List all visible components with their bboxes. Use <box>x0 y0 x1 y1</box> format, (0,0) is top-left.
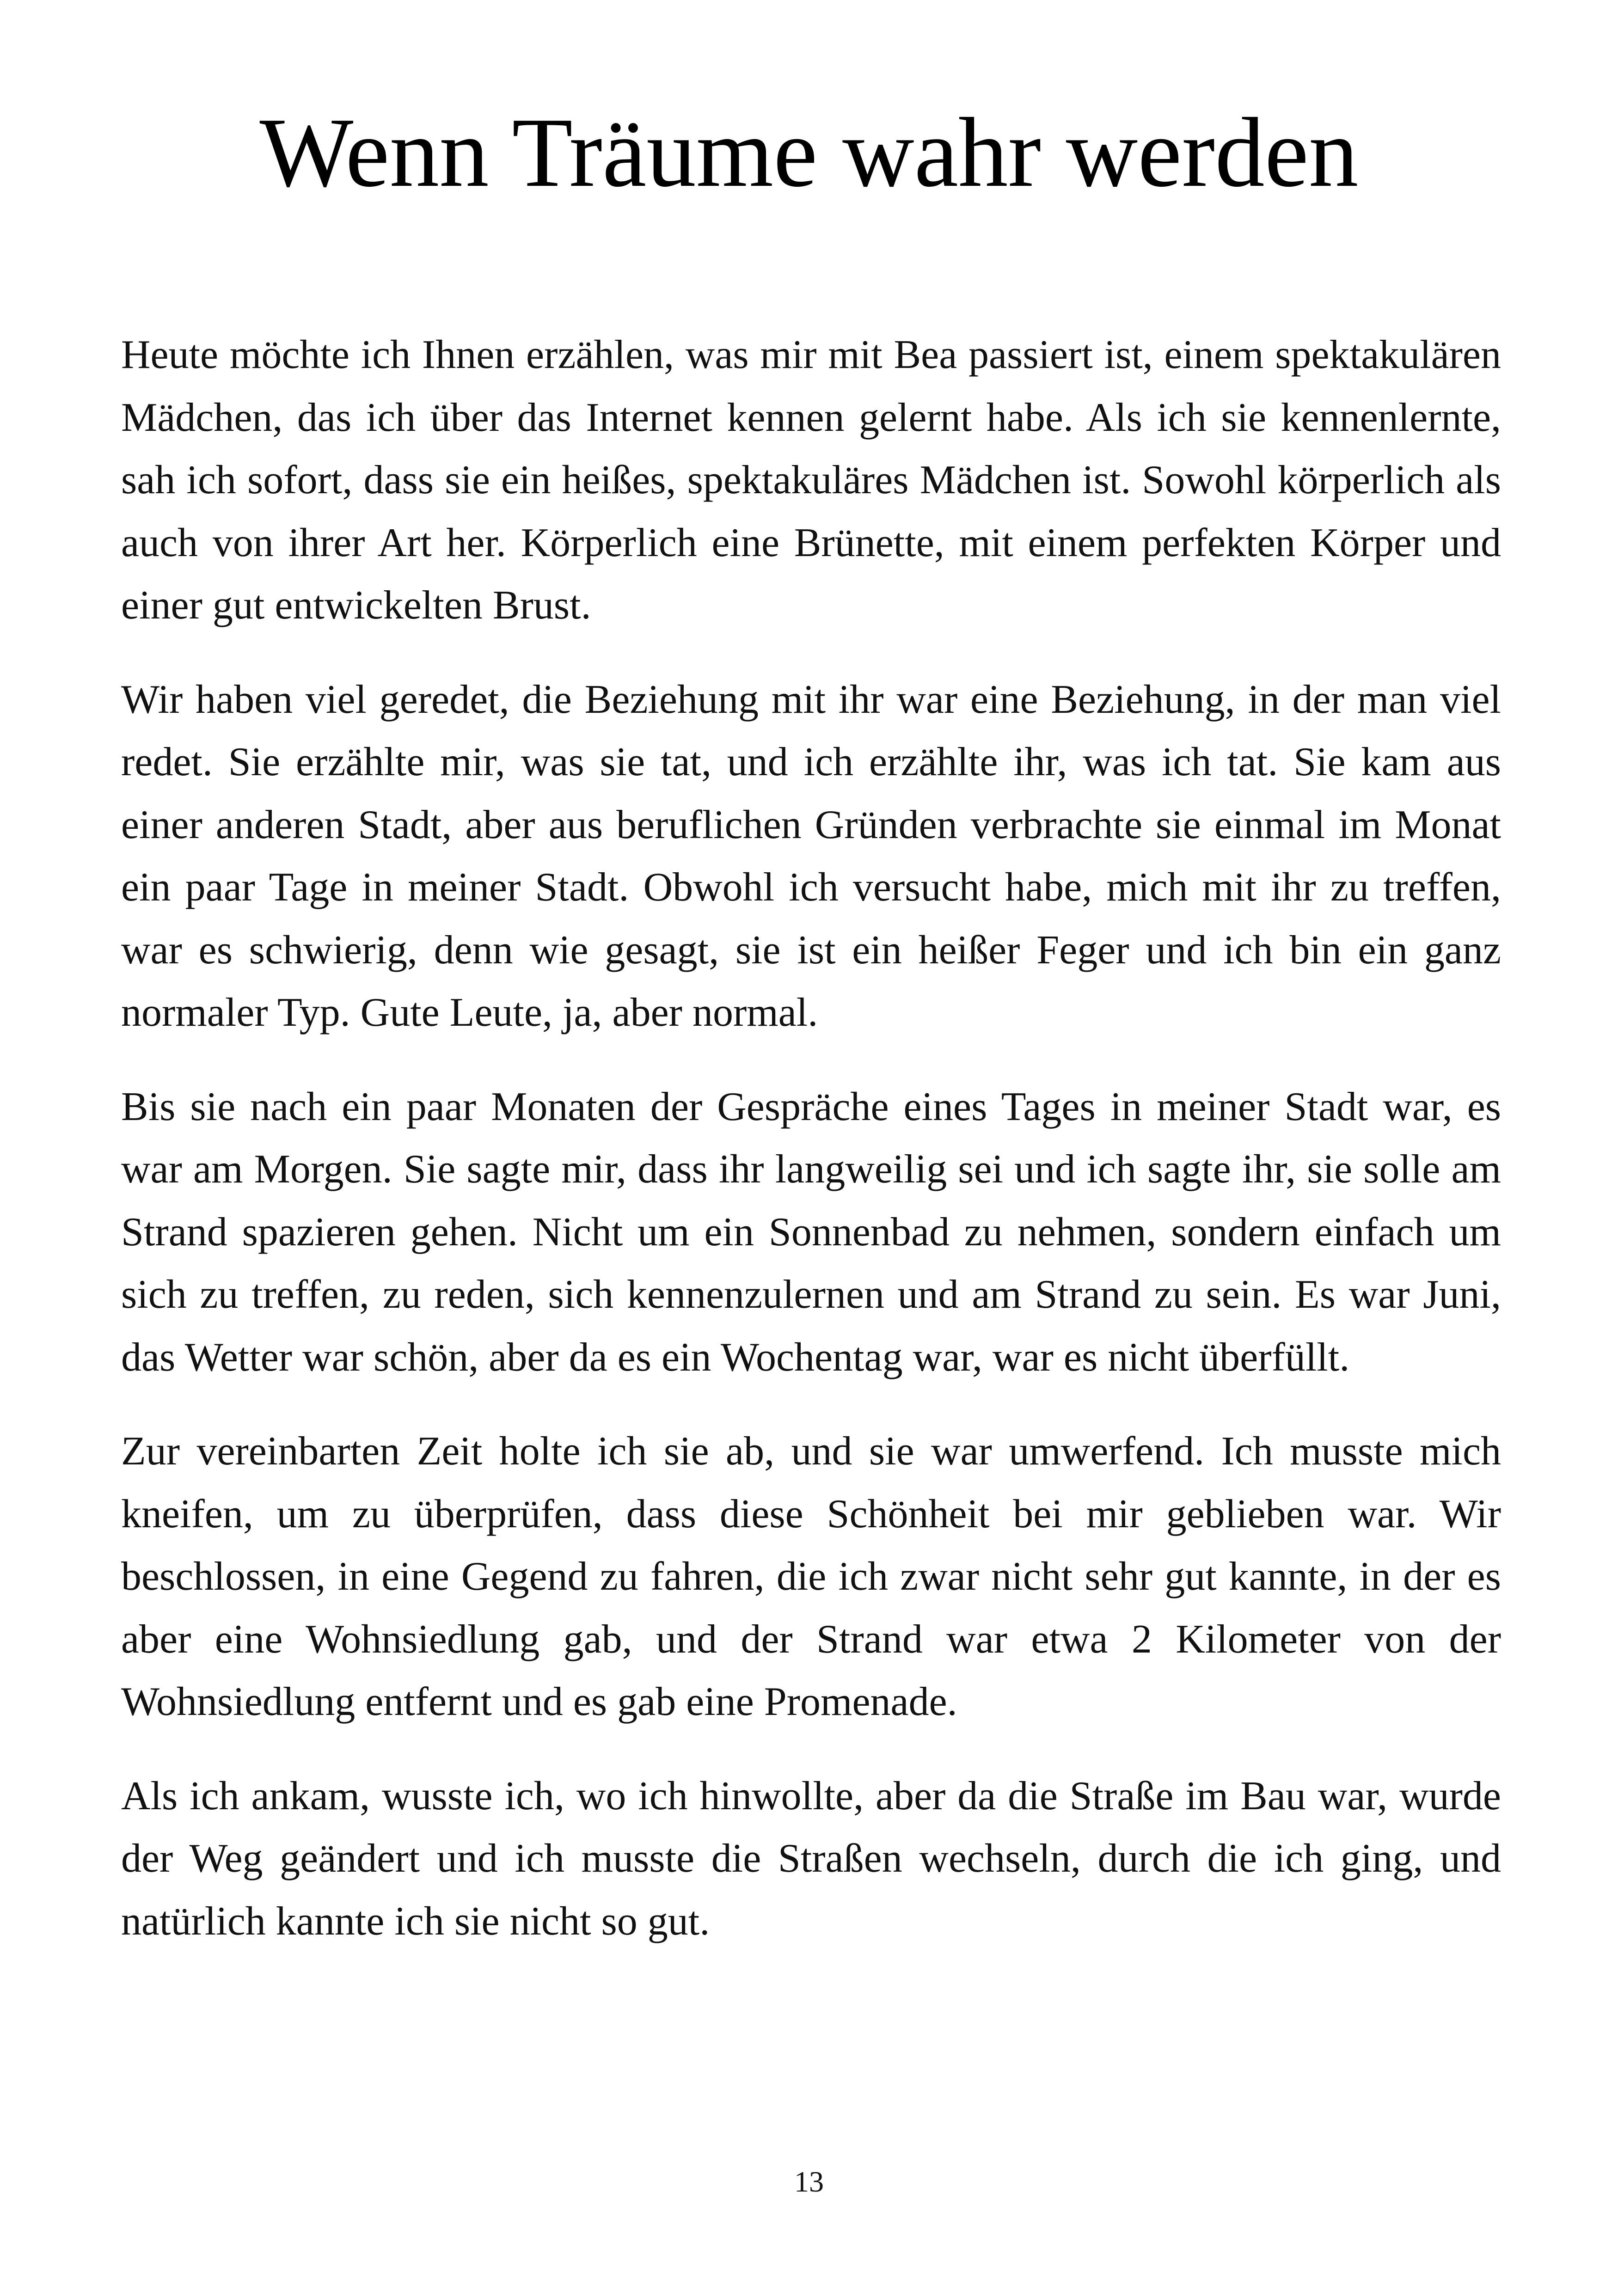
paragraph: Zur vereinbarten Zeit holte ich sie ab, und sie war umwerfend. Ich musste mich kneifen, um zu überprüfen, dass diese Schönheit bei mir geblieben war. Wir beschlossen, in eine Gegend zu fahren, die ich zwar nicht sehr gut kannte, in der es aber eine Wohnsiedlung gab, und der Strand war etwa 2 Kilometer von der Wohnsiedlung entfernt und es gab eine Promenade. <box>121 1429 1501 1724</box>
paragraph: Als ich ankam, wusste ich, wo ich hinwollte, aber da die Straße im Bau war, wurde der Weg geändert und ich musste die Straßen wechseln, durch die ich ging, und natürlich kannte ich sie nicht so gut. <box>121 1773 1501 1944</box>
page-number: 13 <box>794 2165 824 2198</box>
chapter-body <box>121 324 1501 1984</box>
paragraph: Wir haben viel geredet, die Beziehung mit ihr war eine Beziehung, in der man viel redet. Sie erzählte mir, was sie tat, und ich erzählte ihr, was ich tat. Sie kam aus einer anderen Stadt, aber aus beruflichen Gründen verbrachte sie einmal im Monat ein paar Tage in meiner Stadt. Obwohl ich versucht habe, mich mit ihr zu treffen, war es schwierig, denn wie gesagt, sie ist ein heißer Feger und ich bin ein ganz normaler Typ. Gute Leute, ja, aber normal. <box>121 677 1501 1035</box>
paragraph: Bis sie nach ein paar Monaten der Gespräche eines Tages in meiner Stadt war, es war am Morgen. Sie sagte mir, dass ihr langweilig sei und ich sagte ihr, sie solle am Strand spazieren gehen. Nicht um ein Sonnenbad zu nehmen, sondern einfach um sich zu treffen, zu reden, sich kennenzulernen und am Strand zu sein. Es war Juni, das Wetter war schön, aber da es ein Wochentag war, war es nicht überfüllt. <box>121 1084 1501 1380</box>
paragraph: Heute möchte ich Ihnen erzählen, was mir mit Bea passiert ist, einem spektakulären Mädchen, das ich über das Internet kennen gelernt habe. Als ich sie kennenlernte, sah ich sofort, dass sie ein heißes, spektakuläres Mädchen ist. Sowohl körperlich als auch von ihrer Art her. Körperlich eine Brünette, mit einem perfekten Körper und einer gut entwickelten Brust. <box>121 332 1501 628</box>
chapter-title: Wenn Träume wahr werden <box>259 97 1359 208</box>
